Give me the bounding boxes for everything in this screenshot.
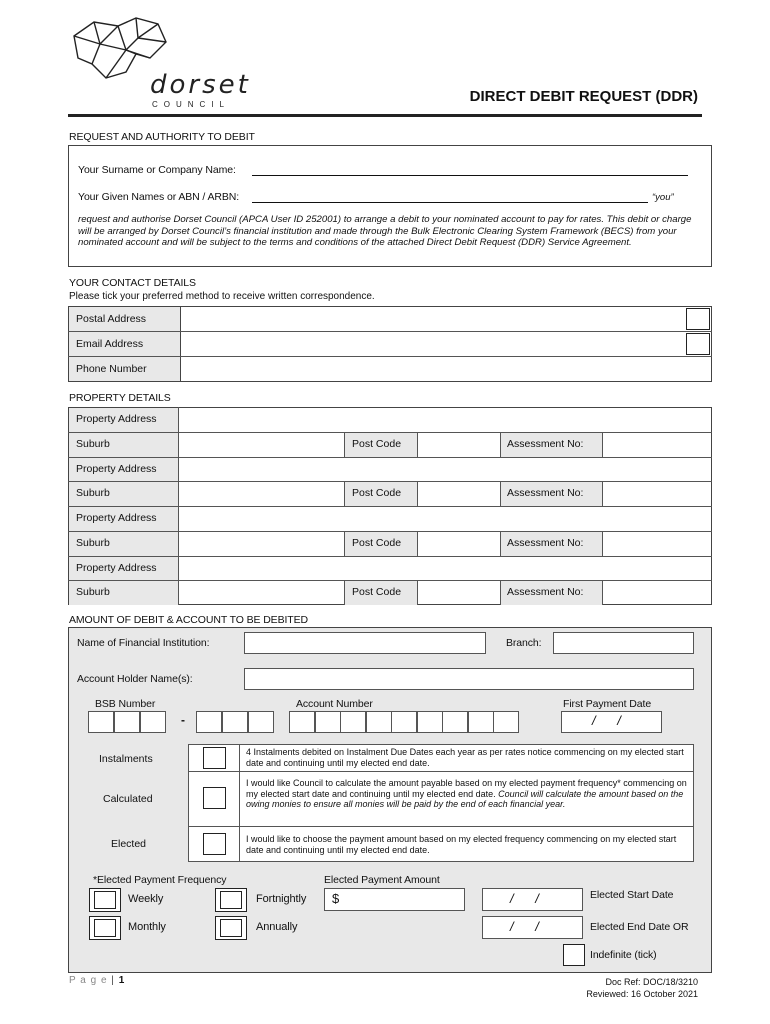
property-address-input-0[interactable] xyxy=(180,408,710,431)
postcode-label-2: Post Code xyxy=(352,537,402,549)
option-text-instalments: 4 Instalments debited on Instalment Due Dates each year as per rates notice commencing on my elected start date and continuing until my elected end date. xyxy=(246,747,684,768)
monthly-label: Monthly xyxy=(128,921,166,933)
monthly-checkbox[interactable] xyxy=(89,916,121,940)
postcode-label-3: Post Code xyxy=(352,586,402,598)
amount-label: Elected Payment Amount xyxy=(324,874,440,886)
email-address-input[interactable] xyxy=(182,332,684,355)
bsb-digit-2[interactable] xyxy=(140,711,166,733)
fortnightly-checkbox[interactable] xyxy=(215,888,247,912)
assessment-label-1: Assessment No: xyxy=(507,487,584,499)
postcode-input-2[interactable] xyxy=(418,532,500,555)
indefinite-label: Indefinite (tick) xyxy=(590,949,657,961)
bsb-digit-3[interactable] xyxy=(196,711,222,733)
given-names-label: Your Given Names or ABN / ARBN: xyxy=(78,191,240,203)
assessment-label-2: Assessment No: xyxy=(507,537,584,549)
suburb-input-3[interactable] xyxy=(180,581,343,604)
assessment-input-1[interactable] xyxy=(603,482,710,505)
end-date-label: Elected End Date OR xyxy=(590,921,689,933)
logo-subtitle: COUNCIL xyxy=(152,100,231,109)
logo-wordmark: dorset xyxy=(150,70,251,100)
account-digit-0[interactable] xyxy=(289,711,315,733)
assessment-label-0: Assessment No: xyxy=(507,438,584,450)
option-text-calculated xyxy=(246,778,690,810)
doc-ref: Doc Ref: DOC/18/3210 xyxy=(605,977,698,987)
account-digit-5[interactable] xyxy=(417,711,443,733)
postcode-input-0[interactable] xyxy=(418,433,500,456)
elected-checkbox[interactable] xyxy=(203,833,226,855)
option-text-calculated-main: I would like Council to calculate the amount payable based on my elected payment frequency* commencing on my elected start date and continuing until my elected end date. xyxy=(246,778,687,799)
property-heading: PROPERTY DETAILS xyxy=(69,392,171,404)
suburb-input-1[interactable] xyxy=(180,482,343,505)
assessment-input-2[interactable] xyxy=(603,532,710,555)
account-digit-3[interactable] xyxy=(366,711,392,733)
suburb-input-2[interactable] xyxy=(180,532,343,555)
option-label-instalments: Instalments xyxy=(99,753,153,765)
option-label-calculated: Calculated xyxy=(103,793,153,805)
debit-heading: AMOUNT OF DEBIT & ACCOUNT TO BE DEBITED xyxy=(69,614,309,626)
contact-row-email: Email Address xyxy=(76,338,144,350)
account-digit-2[interactable] xyxy=(340,711,366,733)
postcode-label-0: Post Code xyxy=(352,438,402,450)
end-date-slashes: / / xyxy=(510,919,539,934)
bsb-digit-1[interactable] xyxy=(114,711,140,733)
suburb-label-0: Suburb xyxy=(76,438,110,450)
reviewed-date: Reviewed: 16 October 2021 xyxy=(586,989,698,999)
council-logo xyxy=(66,14,251,114)
assessment-input-0[interactable] xyxy=(603,433,710,456)
contact-instruction: Please tick your preferred method to receive written correspondence. xyxy=(69,291,375,302)
contact-row-postal: Postal Address xyxy=(76,313,147,325)
authority-heading: REQUEST AND AUTHORITY TO DEBIT xyxy=(69,131,255,143)
calculated-checkbox[interactable] xyxy=(203,787,226,809)
bsb-digit-4[interactable] xyxy=(222,711,248,733)
postcode-input-3[interactable] xyxy=(418,581,500,604)
weekly-label: Weekly xyxy=(128,893,164,905)
annually-label: Annually xyxy=(256,921,298,933)
property-address-label-0: Property Address xyxy=(76,413,157,425)
suburb-label-3: Suburb xyxy=(76,586,110,598)
postal-checkbox[interactable] xyxy=(686,308,710,330)
page-number: 1 xyxy=(118,975,126,986)
phone-number-input[interactable] xyxy=(182,357,710,380)
institution-label: Name of Financial Institution: xyxy=(77,637,210,649)
account-holder-label: Account Holder Name(s): xyxy=(77,673,193,685)
option-text-calculated-note: Council will calculate the amount based on the owing monies to ensure all monies will be paid by the end of each financial year. xyxy=(246,788,684,809)
weekly-checkbox[interactable] xyxy=(89,888,121,912)
instalments-checkbox[interactable] xyxy=(203,747,226,769)
account-digit-6[interactable] xyxy=(442,711,468,733)
page-title: DIRECT DEBIT REQUEST (DDR) xyxy=(469,88,698,105)
branch-input[interactable] xyxy=(553,632,694,654)
branch-label: Branch: xyxy=(506,637,542,649)
assessment-label-3: Assessment No: xyxy=(507,586,584,598)
first-payment-date-slashes: / / xyxy=(592,713,621,728)
suburb-label-1: Suburb xyxy=(76,487,110,499)
property-address-label-2: Property Address xyxy=(76,512,157,524)
property-address-input-3[interactable] xyxy=(180,557,710,580)
account-digit-1[interactable] xyxy=(315,711,341,733)
account-number-label: Account Number xyxy=(296,698,373,710)
property-address-label-3: Property Address xyxy=(76,562,157,574)
property-address-input-2[interactable] xyxy=(180,507,710,530)
postal-address-input[interactable] xyxy=(182,307,684,330)
header-rule xyxy=(68,114,702,117)
postcode-label-1: Post Code xyxy=(352,487,402,499)
account-digit-4[interactable] xyxy=(391,711,417,733)
institution-input[interactable] xyxy=(244,632,486,654)
start-date-label: Elected Start Date xyxy=(590,889,674,901)
authority-paragraph: request and authorise Dorset Council (APCA User ID 252001) to arrange a debit to your nominated account to pay for rates. This debit or charge will be arranged by Dorset Council’s financial institution and made through the Bulk Electronic Clearing System Framework (BECS) from your nominated account and will be subject to the terms and conditions of the attached Direct Debit Request (DDR) Service Agreement. xyxy=(78,214,692,248)
indefinite-checkbox[interactable] xyxy=(563,944,585,966)
option-label-elected: Elected xyxy=(111,838,147,850)
fortnightly-label: Fortnightly xyxy=(256,893,307,905)
bsb-digit-5[interactable] xyxy=(248,711,274,733)
assessment-input-3[interactable] xyxy=(603,581,710,604)
property-address-label-1: Property Address xyxy=(76,463,157,475)
email-checkbox[interactable] xyxy=(686,333,710,355)
start-date-slashes: / / xyxy=(510,891,539,906)
contact-heading: YOUR CONTACT DETAILS xyxy=(69,277,196,289)
account-digit-7[interactable] xyxy=(468,711,494,733)
option-text-elected: I would like to choose the payment amount based on my elected frequency commencing on my elected start date and continuing until my elected end date. xyxy=(246,834,677,855)
bsb-digit-0[interactable] xyxy=(88,711,114,733)
account-digit-8[interactable] xyxy=(493,711,519,733)
given-names-field[interactable] xyxy=(252,189,648,203)
bsb-label: BSB Number xyxy=(95,698,156,710)
first-payment-label: First Payment Date xyxy=(563,698,652,710)
annually-checkbox[interactable] xyxy=(215,916,247,940)
surname-label: Your Surname or Company Name: xyxy=(78,164,236,176)
property-address-input-1[interactable] xyxy=(180,458,710,481)
amount-input[interactable] xyxy=(324,888,465,911)
surname-field[interactable] xyxy=(252,162,688,176)
suburb-input-0[interactable] xyxy=(180,433,343,456)
you-label: “you” xyxy=(652,192,674,203)
dollar-sign: $ xyxy=(332,891,340,906)
postcode-input-1[interactable] xyxy=(418,482,500,505)
account-holder-input[interactable] xyxy=(244,668,694,690)
bsb-dash: - xyxy=(181,713,185,727)
frequency-label: *Elected Payment Frequency xyxy=(93,874,227,886)
contact-row-phone: Phone Number xyxy=(76,363,147,375)
suburb-label-2: Suburb xyxy=(76,537,110,549)
page-footer-label: P a g e | 1 xyxy=(69,975,126,986)
page-word: P a g e xyxy=(69,975,108,986)
